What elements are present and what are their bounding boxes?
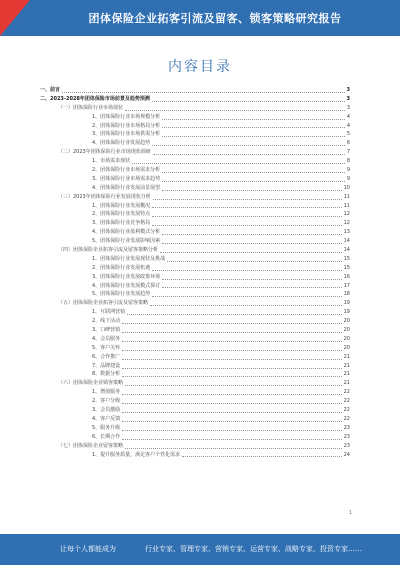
toc-entry-text: 1、团体保险行业发展概况 — [92, 202, 151, 209]
toc-leader-dots — [122, 368, 341, 369]
toc-entry-text: 6、长期合作 — [92, 433, 121, 440]
toc-entry-text: 6、合作推广 — [92, 353, 121, 360]
toc-entry-page: 19 — [343, 309, 350, 316]
toc-entry[interactable] — [40, 308, 350, 317]
toc-leader-dots — [162, 181, 345, 182]
toc-entry-page: 18 — [343, 291, 350, 298]
toc-entry[interactable] — [40, 379, 350, 388]
page-number: 1 — [348, 510, 352, 516]
footer-tagline: 行业专家、管理专家、营销专家、运营专家、战略专家、投资专家…… — [145, 545, 362, 553]
toc-leader-dots — [152, 296, 341, 297]
toc-leader-dots — [162, 119, 345, 120]
toc-entry-text: 5、客户关怀 — [92, 344, 121, 351]
toc-entry[interactable] — [40, 246, 350, 255]
toc-leader-dots — [162, 127, 345, 128]
toc-leader-dots — [162, 279, 341, 280]
toc-entry-page: 3 — [346, 86, 350, 93]
toc-entry-page: 3 — [346, 104, 350, 111]
toc-entry-text: 4、会员服务 — [92, 335, 121, 342]
toc-leader-dots — [122, 350, 341, 351]
toc-leader-dots — [125, 385, 342, 386]
toc-entry[interactable] — [40, 184, 350, 193]
toc-leader-dots — [122, 359, 341, 360]
toc-entry[interactable] — [40, 175, 350, 184]
toc-entry-text: 7、品牌建设 — [92, 362, 121, 369]
toc-leader-dots — [122, 439, 341, 440]
toc-entry-page: 3 — [346, 95, 350, 102]
toc-leader-dots — [162, 234, 341, 235]
toc-entry-page: 14 — [343, 238, 350, 245]
toc-leader-dots — [162, 243, 341, 244]
toc-entry[interactable] — [40, 157, 350, 166]
toc-entry-text: 3、团体保险行业发展政策环境 — [92, 273, 161, 280]
toc-entry-page: 19 — [343, 300, 350, 307]
toc-entry-text: 1、团体保险行业发展现状及挑战 — [92, 255, 166, 262]
toc-entry[interactable] — [40, 406, 350, 415]
toc-entry-page: 10 — [343, 184, 350, 191]
toc-leader-dots — [127, 314, 341, 315]
toc-entry-text: 4、团体保险行业发展趋势 — [92, 140, 151, 147]
toc-entry-text: 2、团体保险行业发展机遇 — [92, 264, 151, 271]
toc-leader-dots — [162, 190, 341, 191]
toc-entry-page: 23 — [343, 424, 350, 431]
toc-entry[interactable] — [40, 237, 350, 246]
toc-entry-text: （四）团体保险企业拓客引流及留客策略分析 — [58, 247, 159, 254]
toc-entry[interactable] — [40, 371, 350, 380]
toc-entry-text: 4、客户反馈 — [92, 415, 121, 422]
toc-entry[interactable] — [40, 273, 350, 282]
toc-entry[interactable] — [40, 397, 350, 406]
table-of-contents — [40, 86, 350, 459]
toc-entry[interactable] — [40, 317, 350, 326]
toc-entry-text: 5、团体保险行业发展趋势 — [92, 291, 151, 298]
toc-leader-dots — [122, 403, 341, 404]
toc-entry[interactable] — [40, 202, 350, 211]
toc-entry-page: 20 — [343, 335, 350, 342]
toc-entry-page: 13 — [343, 229, 350, 236]
toc-entry[interactable] — [40, 388, 350, 397]
toc-entry[interactable] — [40, 86, 350, 95]
toc-leader-dots — [182, 456, 341, 457]
toc-leader-dots — [122, 341, 341, 342]
toc-entry[interactable] — [40, 290, 350, 299]
toc-leader-dots — [122, 376, 341, 377]
toc-leader-dots — [153, 154, 345, 155]
toc-entry[interactable] — [40, 210, 350, 219]
toc-entry[interactable] — [40, 433, 350, 442]
toc-entry[interactable] — [40, 282, 350, 291]
toc-entry-page: 20 — [343, 344, 350, 351]
toc-entry-text: 4、团体保险行业发展模式探讨 — [92, 282, 161, 289]
toc-entry-text: （七）团体保险企业留客策略 — [58, 442, 124, 449]
toc-entry-text: 3、口碑营销 — [92, 327, 121, 334]
toc-leader-dots — [152, 101, 345, 102]
toc-entry-page: 4 — [346, 122, 350, 129]
toc-entry[interactable] — [40, 95, 350, 104]
toc-entry-page: 12 — [343, 211, 350, 218]
toc-entry-page: 22 — [343, 415, 350, 422]
toc-heading: 内容目录 — [168, 59, 232, 75]
toc-leader-dots — [152, 225, 341, 226]
toc-entry[interactable] — [40, 264, 350, 273]
toc-entry-page: 6 — [346, 140, 350, 147]
toc-entry-page: 8 — [346, 158, 350, 165]
toc-entry-text: （一）团体保险行业市场现状 — [58, 104, 124, 111]
toc-leader-dots — [167, 261, 341, 262]
toc-entry-page: 15 — [343, 255, 350, 262]
toc-leader-dots — [160, 252, 342, 253]
toc-entry[interactable] — [40, 104, 350, 113]
toc-entry[interactable] — [40, 228, 350, 237]
toc-leader-dots — [122, 421, 341, 422]
footer-slogan: 让每个人都能成为 — [60, 545, 116, 553]
toc-entry-text: 1、互联网营销 — [92, 309, 126, 316]
toc-entry[interactable] — [40, 255, 350, 264]
toc-entry[interactable] — [40, 424, 350, 433]
toc-leader-dots — [122, 394, 341, 395]
toc-entry-page: 20 — [343, 327, 350, 334]
toc-entry-text: （六）团体保险企业锁客策略 — [58, 380, 124, 387]
toc-entry[interactable] — [40, 451, 350, 460]
toc-entry-text: 3、团体保险行业市场需求趋势 — [92, 175, 161, 182]
toc-leader-dots — [122, 430, 341, 431]
toc-leader-dots — [62, 92, 345, 93]
toc-entry[interactable] — [40, 139, 350, 148]
toc-entry-page: 14 — [343, 247, 350, 254]
toc-entry-page: 11 — [343, 193, 350, 200]
toc-entry[interactable] — [40, 442, 350, 451]
toc-entry-page: 16 — [343, 273, 350, 280]
toc-entry-text: （五）团体保险企业拓客引流及留客策略 — [58, 300, 149, 307]
toc-entry-text: 2、线下活动 — [92, 318, 121, 325]
toc-entry-page: 9 — [346, 175, 350, 182]
toc-leader-dots — [152, 207, 341, 208]
toc-entry-page: 17 — [343, 282, 350, 289]
toc-entry-text: 1、市场需求现状 — [92, 158, 131, 165]
toc-leader-dots — [153, 199, 342, 200]
toc-entry-page: 22 — [343, 389, 350, 396]
toc-entry[interactable] — [40, 166, 350, 175]
toc-entry[interactable] — [40, 219, 350, 228]
toc-leader-dots — [122, 412, 341, 413]
toc-leader-dots — [122, 323, 341, 324]
toc-entry-text: 3、团体保险行业竞争格局 — [92, 220, 151, 227]
toc-entry[interactable] — [40, 122, 350, 131]
toc-entry-page: 5 — [346, 131, 350, 138]
toc-leader-dots — [125, 110, 345, 111]
toc-entry-text: 2、团体保险行业发展特点 — [92, 211, 151, 218]
toc-entry-text: 8、数据分析 — [92, 371, 121, 378]
toc-entry-page: 21 — [343, 380, 350, 387]
toc-entry[interactable] — [40, 353, 350, 362]
toc-entry[interactable] — [40, 148, 350, 157]
toc-entry-text: （三）2023年团体保险行业发展现状分析 — [58, 193, 151, 200]
toc-entry-text: 一、前言 — [40, 86, 61, 93]
toc-leader-dots — [162, 287, 341, 288]
toc-leader-dots — [162, 136, 345, 137]
toc-entry-page: 23 — [343, 442, 350, 449]
toc-entry-page: 12 — [343, 220, 350, 227]
toc-entry[interactable] — [40, 344, 350, 353]
toc-leader-dots — [125, 448, 342, 449]
toc-entry-text: 3、团体保险行业市场供需分析 — [92, 131, 161, 138]
toc-entry-text: 2、客户分级 — [92, 398, 121, 405]
toc-entry-text: 4、团体保险行业发展前景展望 — [92, 184, 161, 191]
toc-entry-page: 23 — [343, 433, 350, 440]
toc-entry[interactable] — [40, 193, 350, 202]
toc-entry-page: 24 — [343, 451, 350, 458]
toc-entry-page: 7 — [346, 149, 350, 156]
page-header — [0, 0, 400, 36]
toc-entry-page: 22 — [343, 407, 350, 414]
toc-entry-text: 1、团体保险行业市场规模分析 — [92, 113, 161, 120]
toc-entry[interactable] — [40, 299, 350, 308]
toc-entry-text: 二、2023-2028年团体保险市场前景及趋势预测 — [40, 95, 150, 102]
toc-leader-dots — [152, 216, 341, 217]
toc-entry-page: 9 — [346, 167, 350, 173]
toc-entry-page: 20 — [343, 318, 350, 325]
toc-entry-page: 22 — [343, 398, 350, 405]
toc-entry-text: 5、服务升级 — [92, 424, 121, 431]
toc-entry-page: 11 — [343, 202, 350, 209]
toc-entry-text: 5、团体保险行业发展影响因素 — [92, 238, 161, 245]
toc-entry-text: 1、增值服务 — [92, 389, 121, 396]
toc-entry[interactable] — [40, 335, 350, 344]
toc-leader-dots — [162, 172, 345, 173]
toc-entry-page: 15 — [343, 264, 350, 271]
report-title: 团体保险企业拓客引流及留客、锁客策略研究报告 — [88, 12, 342, 25]
toc-entry-text: 3、会员激励 — [92, 407, 121, 414]
toc-entry-text: （二）2023年团体保险行业市场现状调研 — [58, 149, 151, 156]
toc-entry[interactable] — [40, 326, 350, 335]
toc-entry-text: 2、团体保险行业市场需求分析 — [92, 167, 161, 173]
toc-entry[interactable] — [40, 113, 350, 122]
toc-entry-page: 4 — [346, 113, 350, 120]
toc-entry-text: 1、提升服务质量，满足客户个性化需求 — [92, 451, 181, 458]
toc-entry-page: 21 — [343, 371, 350, 378]
toc-entry-text: 2、团体保险行业市场格局分析 — [92, 122, 161, 129]
toc-entry[interactable] — [40, 415, 350, 424]
toc-entry-page: 21 — [343, 353, 350, 360]
page-footer — [0, 534, 400, 565]
toc-entry-page: 21 — [343, 362, 350, 369]
toc-entry[interactable] — [40, 130, 350, 139]
toc-entry[interactable] — [40, 362, 350, 371]
toc-leader-dots — [152, 270, 341, 271]
header-accent-triangle — [0, 0, 30, 36]
toc-leader-dots — [152, 145, 345, 146]
toc-leader-dots — [150, 305, 342, 306]
toc-entry-text: 4、团体保险行业盈利模式分析 — [92, 229, 161, 236]
toc-leader-dots — [132, 163, 345, 164]
toc-leader-dots — [122, 332, 341, 333]
